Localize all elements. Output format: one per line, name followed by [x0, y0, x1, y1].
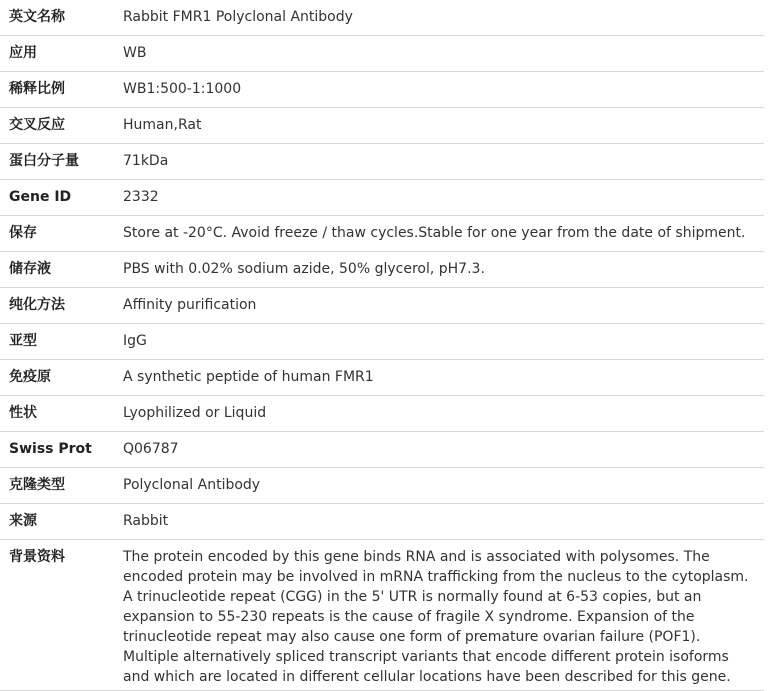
- spec-row-storage-buffer: [0, 252, 764, 288]
- row-value: Polyclonal Antibody: [123, 477, 261, 493]
- row-value: WB: [123, 45, 147, 61]
- row-label: 英文名称: [9, 9, 65, 25]
- row-value: Q06787: [123, 441, 179, 457]
- row-value: 71kDa: [123, 153, 169, 169]
- spec-row-immunogen: [0, 360, 764, 396]
- row-label: 来源: [9, 513, 37, 529]
- row-value: PBS with 0.02% sodium azide, 50% glycerol, pH7.3.: [123, 261, 485, 277]
- row-value: WB1:500-1:1000: [123, 81, 242, 97]
- row-value: The protein encoded by this gene binds RNA and is associated with polysomes. The encoded protein may be involved in mRNA trafficking from the nucleus to the cytoplasm. A trinucleotide repeat (CGG) in the 5' UTR is normally found at 6-53 copies, but an expansion to 55-230 repeats is the cause of fragile X syndrome. Expansion of the trinucleotide repeat may also cause one form of premature ovarian failure (POF1). Multiple alternatively spliced transcript variants that encode different protein isoforms and which are located in different cellular locations have been described for this gene.: [123, 549, 749, 685]
- row-label: Swiss Prot: [9, 441, 92, 457]
- row-value: Store at -20°C. Avoid freeze / thaw cycles.Stable for one year from the date of shipment.: [123, 225, 746, 241]
- row-label: 免疫原: [9, 369, 51, 385]
- row-label: 储存液: [9, 261, 51, 277]
- row-value: 2332: [123, 189, 159, 205]
- row-label: 亚型: [9, 333, 37, 349]
- row-label: 纯化方法: [9, 297, 65, 313]
- spec-row-form: [0, 396, 764, 432]
- spec-row-storage: [0, 216, 764, 252]
- row-label: 应用: [9, 45, 37, 61]
- row-label: 交叉反应: [9, 117, 65, 133]
- spec-row-english-name: [0, 0, 764, 36]
- spec-row-dilution: [0, 72, 764, 108]
- spec-row-cross-reactivity: [0, 108, 764, 144]
- row-label: 保存: [9, 225, 37, 241]
- row-value: Affinity purification: [123, 297, 257, 313]
- spec-row-molecular-weight: [0, 144, 764, 180]
- spec-row-purification: [0, 288, 764, 324]
- row-label: Gene ID: [9, 189, 72, 205]
- spec-row-clonality: [0, 468, 764, 504]
- row-label: 蛋白分子量: [9, 153, 79, 169]
- spec-row-background: [0, 540, 764, 691]
- row-value: A synthetic peptide of human FMR1: [123, 369, 374, 385]
- row-value: IgG: [123, 333, 147, 349]
- row-value: Lyophilized or Liquid: [123, 405, 267, 421]
- spec-row-swiss-prot: [0, 432, 764, 468]
- row-value: Rabbit: [123, 513, 169, 529]
- row-label: 稀释比例: [9, 81, 65, 97]
- row-label: 性状: [9, 405, 37, 421]
- row-value: Human,Rat: [123, 117, 202, 133]
- row-label: 克隆类型: [9, 477, 65, 493]
- row-value: Rabbit FMR1 Polyclonal Antibody: [123, 9, 353, 25]
- spec-row-isotype: [0, 324, 764, 360]
- row-label: 背景资料: [9, 549, 65, 565]
- spec-row-gene-id: [0, 180, 764, 216]
- spec-row-host: [0, 504, 764, 540]
- spec-row-application: [0, 36, 764, 72]
